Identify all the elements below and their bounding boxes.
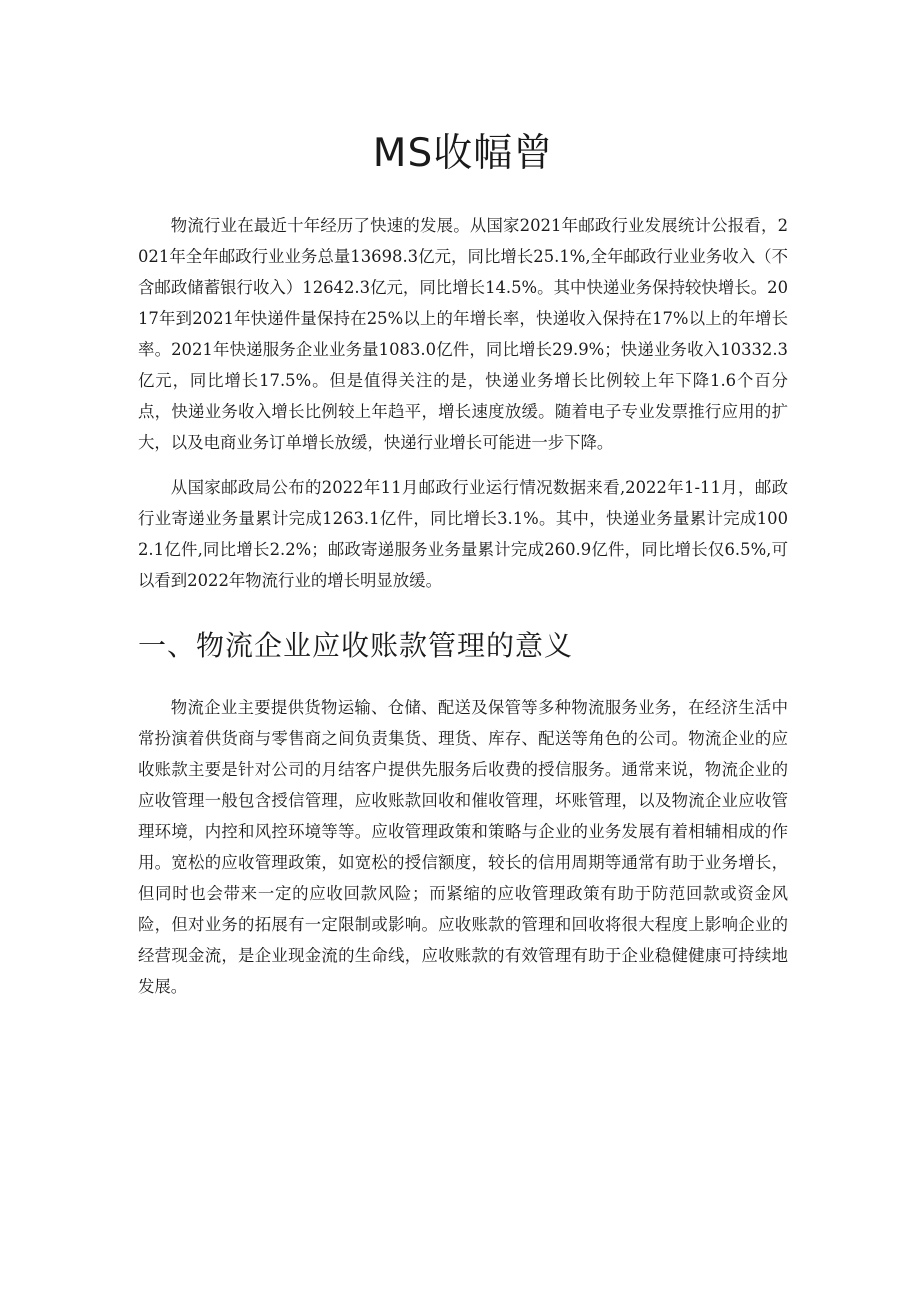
postal-statistics-paragraph: 从国家邮政局公布的2022年11月邮政行业运行情况数据来看,2022年1-11月，邮政行业寄递业务量累计完成1263.1亿件，同比增长3.1%。其中，快递业务量累计完成1002.1亿件,同比增长2.2%；邮政寄递服务业务量累计完成260.9亿件，同比增长仅6.5%,可以看到2022年物流行业的增长明显放缓。 [138,478,788,590]
section-heading: 一、物流企业应收账款管理的意义 [138,629,574,662]
section-paragraph: 物流企业主要提供货物运输、仓储、配送及保管等多种物流服务业务，在经济生活中常扮演着供货商与零售商之间负责集货、理货、库存、配送等角色的公司。物流企业的应收账款主要是针对公司的月结客户提供先服务后收费的授信服务。通常来说，物流企业的应收管理一般包含授信管理，应收账款回收和催收管理，坏账管理，以及物流企业应收管理环境，内控和风控环境等等。应收管理政策和策略与企业的业务发展有着相辅相成的作用。宽松的应收管理政策，如宽松的授信额度，较长的信用周期等通常有助于业务增长，但同时也会带来一定的应收回款风险；而紧缩的应收管理政策有助于防范回款或资金风险，但对业务的拓展有一定限制或影响。应收账款的管理和回收将很大程度上影响企业的经营现金流，是企业现金流的生命线，应收账款的有效管理有助于企业稳健健康可持续地发展。 [138,698,788,996]
intro-paragraph: 物流行业在最近十年经历了快速的发展。从国家2021年邮政行业发展统计公报看，2021年全年邮政行业业务总量13698.3亿元，同比增长25.1%,全年邮政行业业务收入（不含邮政储蓄银行收入）12642.3亿元，同比增长14.5%。其中快递业务保持较快增长。2017年到2021年快递件量保持在25%以上的年增长率，快递收入保持在17%以上的年增长率。2021年快递服务企业业务量1083.0亿件，同比增长29.9%；快递业务收入10332.3亿元，同比增长17.5%。但是值得关注的是，快递业务增长比例较上年下降1.6个百分点，快递业务收入增长比例较上年趋平，增长速度放缓。随着电子专业发票推行应用的扩大，以及电商业务订单增长放缓，快递行业增长可能进一步下降。 [138,216,788,452]
document-title: MS收幅曾 [372,131,554,176]
